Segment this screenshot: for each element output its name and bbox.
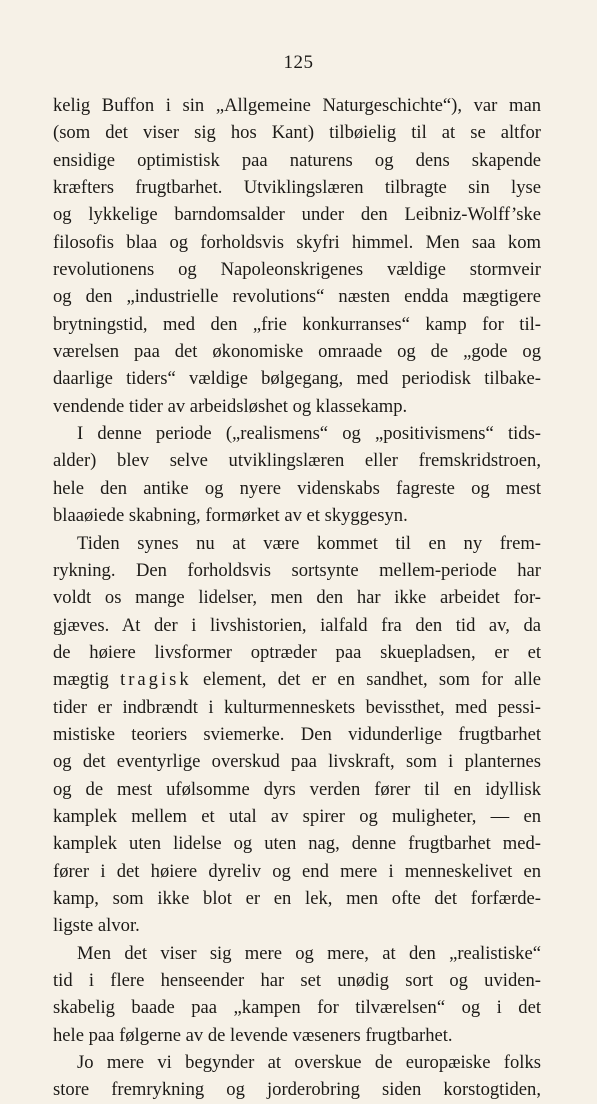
text-line: og det eventyrlige overskud paa livskraft, som i planternes xyxy=(53,751,541,773)
text-line: hele paa følgerne av de levende væseners frugtbarhet. xyxy=(53,1024,453,1046)
text-line: Men det viser sig mere og mere, at den „realistiske“ xyxy=(77,942,541,964)
text-line: mægtig tragisk element, det er en sandhet, som for alle xyxy=(53,669,541,691)
text-line: og den „industrielle revolutions“ næsten endda mægtigere xyxy=(53,286,541,308)
text-line: kamp, som ikke blot er en lek, men ofte det forfærde- xyxy=(53,887,541,909)
text-line: blaaøiede skabning, formørket av et skyggesyn. xyxy=(53,505,408,527)
text-line: skabelig baade paa „kampen for tilværelsen“ og i det xyxy=(53,997,541,1019)
text-line: ensidige optimistisk paa naturens og dens skapende xyxy=(53,149,541,171)
text-line: I denne periode („realismens“ og „positivismens“ tids- xyxy=(77,423,541,445)
text-line: tid i flere henseender har set unødig sort og uviden- xyxy=(53,970,541,991)
text-line: alder) blev selve utviklingslæren eller fremskridstroen, xyxy=(53,450,541,472)
text-line: kamplek uten lidelse og uten nag, denne frugtbarhet med- xyxy=(53,833,541,855)
body-text xyxy=(53,92,541,1104)
text-line: (som det viser sig hos Kant) tilbøielig til at se altfor xyxy=(53,122,541,144)
text-line: vendende tider av arbeidsløshet og klassekamp. xyxy=(53,395,408,417)
text-line: kræfters frugtbarhet. Utviklingslæren tilbragte sin lyse xyxy=(53,177,541,199)
text-line: tider er indbrændt i kulturmenneskets bevissthet, med pessi- xyxy=(53,696,541,718)
text-line: store fremrykning og jorderobring siden korstogtiden, xyxy=(53,1079,541,1101)
text-line: gjæves. At der i livshistorien, ialfald fra den tid av, da xyxy=(53,614,541,636)
text-line: Jo mere vi begynder at overskue de europæiske folks xyxy=(77,1052,541,1074)
text-line: hele den antike og nyere videnskabs fagreste og mest xyxy=(53,477,541,499)
text-line: de høiere livsformer optræder paa skuepladsen, er et xyxy=(53,641,541,663)
text-line: Tiden synes nu at være kommet til en ny frem- xyxy=(77,532,541,554)
text-line: daarlige tiders“ vældige bølgegang, med periodisk tilbake- xyxy=(53,368,541,390)
text-line: og lykkelige barndomsalder under den Leibniz-Wolff’ske xyxy=(53,204,541,226)
text-line: værelsen paa det økonomiske omraade og de „gode og xyxy=(53,341,541,363)
text-line: filosofis blaa og forholdsvis skyfri himmel. Men saa kom xyxy=(53,231,541,253)
text-line: revolutionens og Napoleonskrigenes vældige stormveir xyxy=(53,259,541,281)
page-number: 125 xyxy=(283,52,314,73)
text-line: rykning. Den forholdsvis sortsynte mellem-periode har xyxy=(53,559,541,581)
emphasized-word: tragisk xyxy=(120,669,192,691)
text-line: voldt os mange lidelser, men den har ikke arbeidet for- xyxy=(53,587,541,609)
text-line: brytningstid, med den „frie konkurranses“ kamp for til- xyxy=(53,313,541,335)
text-line: og de mest ufølsomme dyrs verden fører til en idyllisk xyxy=(53,778,541,800)
text-line: kamplek mellem et utal av spirer og muligheter, — en xyxy=(53,805,541,827)
text-line: mistiske teoriers sviemerke. Den vidunderlige frugtbarhet xyxy=(53,723,541,745)
text-line: ligste alvor. xyxy=(53,915,140,937)
text-line: fører i det høiere dyreliv og end mere i menneskelivet en xyxy=(53,860,541,882)
text-line: kelig Buffon i sin „Allgemeine Naturgeschichte“), var man xyxy=(53,95,541,116)
